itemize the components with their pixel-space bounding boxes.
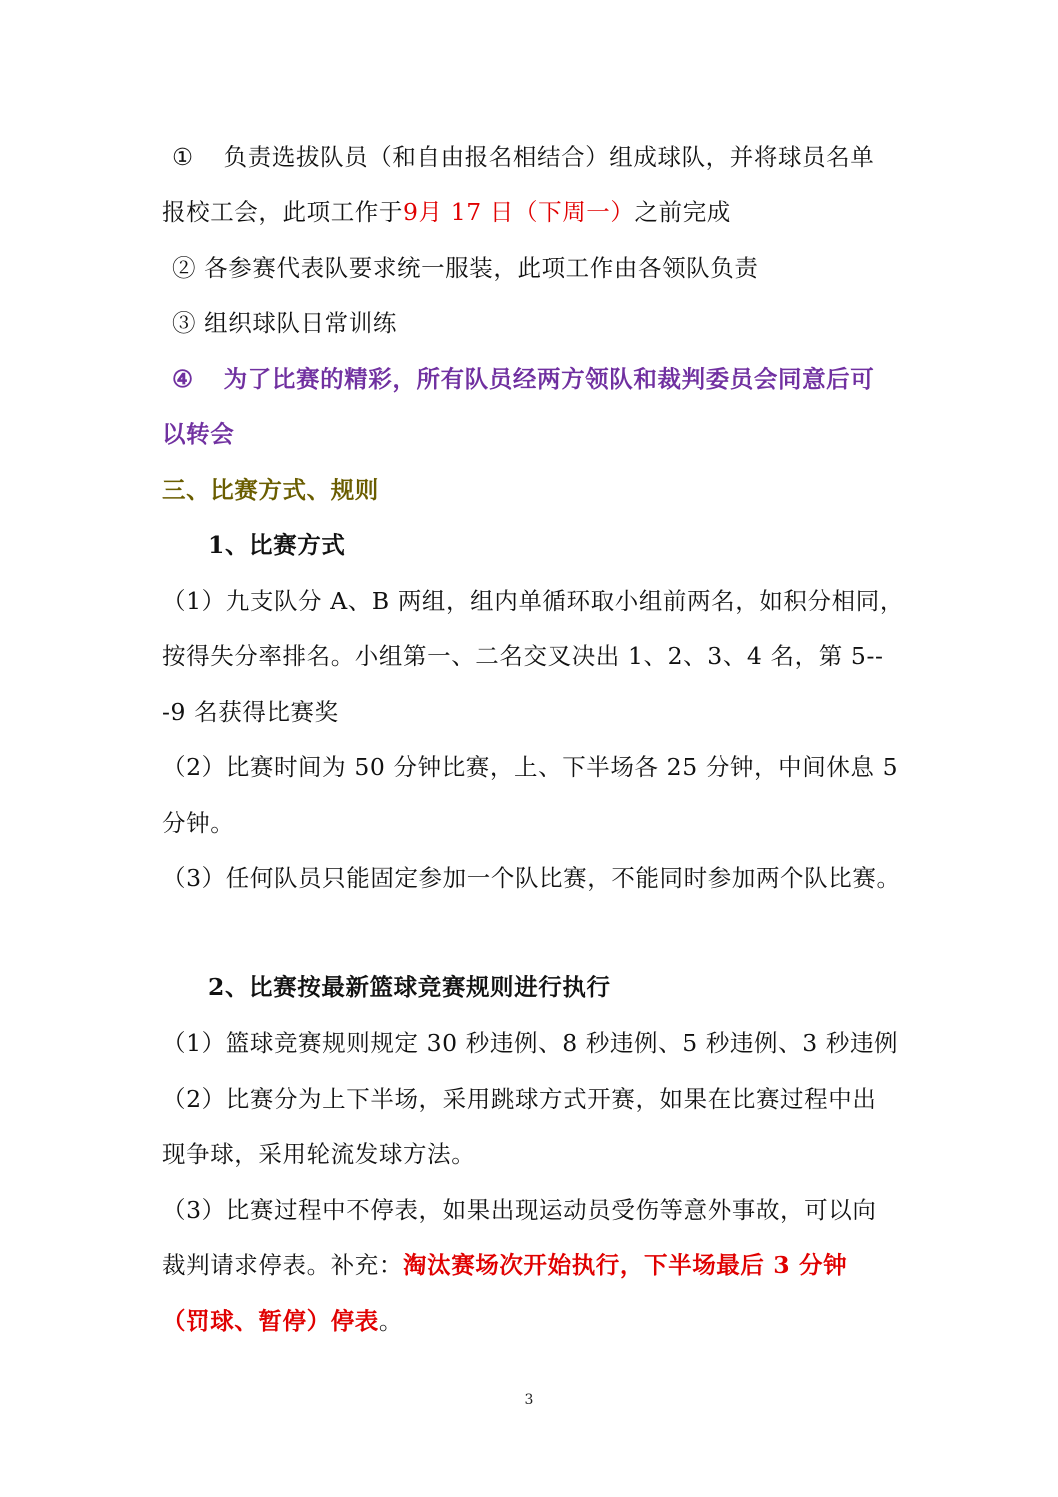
game-rule-3-cont-text: 裁判请求停表。补充： <box>162 1251 403 1279</box>
item-1-continuation <box>162 198 1058 226</box>
page-number: 3 <box>524 1392 534 1408</box>
supplement-highlight: 淘汰赛场次开始执行，下半场最后 3 分钟 <box>403 1251 848 1279</box>
supplement-highlight-cont: （罚球、暂停）停表 <box>162 1307 379 1335</box>
item-1-text: 负责选拔队员（和自由报名相结合）组成球队，并将球员名单 <box>223 143 875 171</box>
subheading-competition-format: 1、比赛方式 <box>208 531 346 559</box>
game-rule-3-cont-2 <box>162 1307 1058 1335</box>
supplement-end: 。 <box>378 1307 404 1335</box>
item-1 <box>172 143 1058 171</box>
format-rule-2-cont: 分钟。 <box>162 809 235 837</box>
format-rule-1-cont: 按得失分率排名。小组第一、二名交叉决出 1、2、3、4 名，第 5-- <box>162 642 884 670</box>
game-rule-2-cont: 现争球，采用轮流发球方法。 <box>162 1140 476 1168</box>
item-1-cont-end: 之前完成 <box>634 198 731 226</box>
subheading-basketball-rules: 2、比赛按最新篮球竞赛规则进行执行 <box>208 973 611 1001</box>
section-heading-3: 三、比赛方式、规则 <box>162 476 379 504</box>
item-4-marker: ④ <box>172 365 194 393</box>
format-rule-3: （3）任何队员只能固定参加一个队比赛，不能同时参加两个队比赛。 <box>162 864 901 892</box>
game-rule-2: （2）比赛分为上下半场，采用跳球方式开赛，如果在比赛过程中出 <box>162 1085 877 1113</box>
item-4 <box>172 365 1058 393</box>
item-3: ③ 组织球队日常训练 <box>172 309 397 337</box>
format-rule-2: （2）比赛时间为 50 分钟比赛，上、下半场各 25 分钟，中间休息 5 <box>162 753 899 781</box>
format-rule-1-cont-2: -9 名获得比赛奖 <box>162 698 339 726</box>
item-1-cont-text: 报校工会，此项工作于 <box>162 198 403 226</box>
format-rule-1: （1）九支队分 A、B 两组，组内单循环取小组前两名，如积分相同， <box>162 587 904 615</box>
game-rule-1: （1）篮球竞赛规则规定 30 秒违例、8 秒违例、5 秒违例、3 秒违例 <box>162 1029 899 1057</box>
game-rule-3-cont <box>162 1251 1058 1279</box>
item-4-continuation: 以转会 <box>162 420 235 448</box>
deadline-date: 9月 17 日（下周一） <box>403 198 635 226</box>
item-2: ② 各参赛代表队要求统一服装，此项工作由各领队负责 <box>172 254 759 282</box>
item-1-marker: ① <box>172 143 194 171</box>
game-rule-3: （3）比赛过程中不停表，如果出现运动员受伤等意外事故，可以向 <box>162 1196 877 1224</box>
item-4-text: 为了比赛的精彩，所有队员经两方领队和裁判委员会同意后可 <box>223 365 875 393</box>
